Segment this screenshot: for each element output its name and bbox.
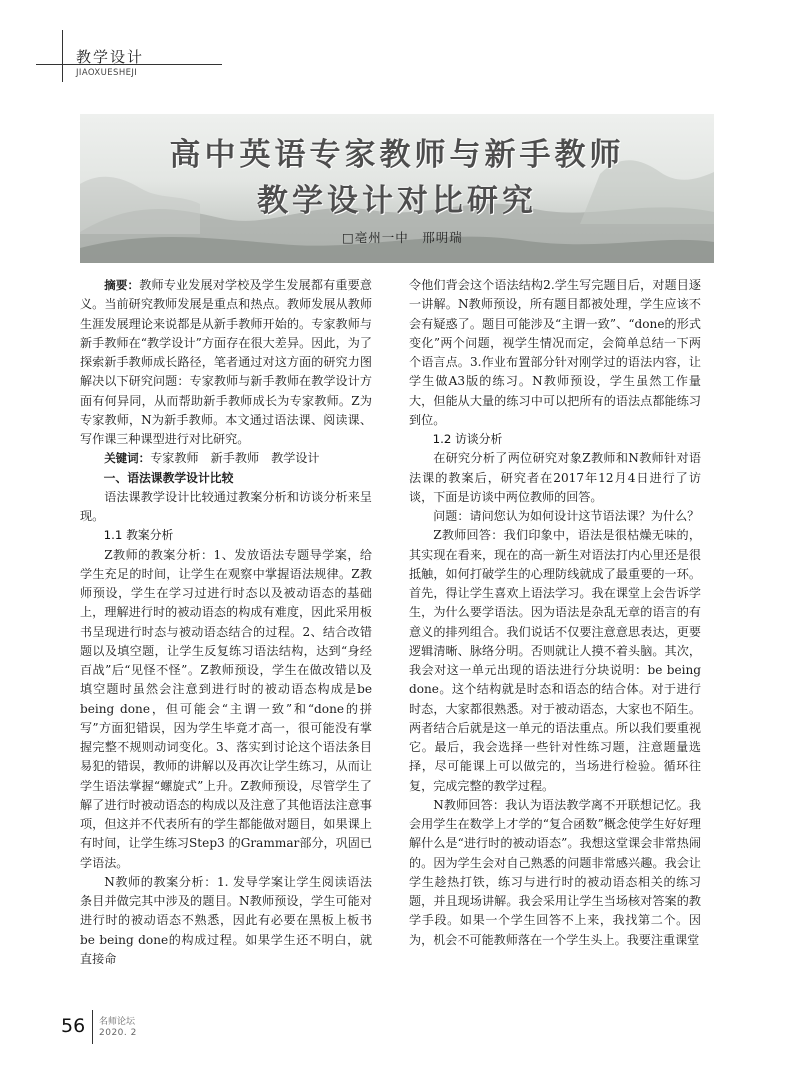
journal-name: 名师论坛	[99, 1017, 136, 1027]
keywords-text: 专家教师 新手教师 教学设计	[150, 451, 320, 466]
paragraph-question: 问题：请问您认为如何设计这节语法课？为什么？	[433, 509, 700, 523]
section-heading-1: 一、语法课教学设计比较	[103, 470, 234, 485]
section-category: 教学设计	[76, 48, 145, 66]
abstract-text: 教师专业发展对学校及学生发展都有重要意义。当前研究教师发展是重点和热点。教师发展从教师生涯发展理论来说都是从新手教师开始的。专家教师与新手教师在“教学设计”方面存在很大差异。因此，为了探索新手教师成长路径，笔者通过对这方面的研究力图解决以下研究问题：专家教师与新手教师在教学设计方面有何异同，从而帮助新手教师成长为专家教师。Z为专家教师，N为新手教师。本文通过语法课、阅读课、写作课三种课型进行对比研究。	[80, 278, 372, 446]
title-banner	[80, 114, 714, 263]
right-column	[409, 276, 701, 950]
abstract-label: 摘要：	[104, 278, 140, 292]
article-title-line1: 高中英语专家教师与新手教师	[169, 137, 625, 173]
paragraph-z-answer: Z教师回答：我们印象中，语法是很枯燥无味的，其实现在看来，现在的高一新生对语法打内心里还是很抵触，如何打破学生的心理防线就成了最重要的一环。首先，得让学生喜欢上语法学习。我在课堂上会告诉学生，为什么要学语法。因为语法是杂乱无章的语言的有意义的排列组合。我们说话不仅要注意意思表达，更要逻辑清晰、脉络分明。否则就让人摸不着头脑。其次，我会对这一单元出现的语法进行分块说明：be being done。这个结构就是时态和语态的结合体。对于进行时态，大家都很熟悉。对于被动语态，大家也不陌生。两者结合后就是这一单元的语法重点。所以我们要重视它。最后，我会选择一些针对性练习题，注意题量选择，尽可能课上可以做完的，当场进行检验。循环往复，完成完整的教学过程。	[409, 528, 701, 793]
issue-number: 2020. 2	[99, 1028, 137, 1038]
subsection-heading-1-2: 1.2 访谈分析	[432, 432, 503, 446]
keywords-label: 关键词：	[104, 451, 151, 466]
page-header	[0, 0, 793, 110]
paragraph-interview-intro: 在研究分析了两位研究对象Z教师和N教师针对语法课的教案后，研究者在2017年12月4日进行了访谈，下面是访谈中两位教师的回答。	[409, 451, 701, 504]
paragraph-n-analysis: N教师的教案分析：1. 发导学案让学生阅读语法条目并做完其中涉及的题目。N教师预设，学生可能对进行时的被动语态不熟悉，因此有必要在黑板上板书be being done的构成过程。如果学生还不明白，就直接命	[80, 874, 372, 966]
section-1-intro: 语法课教学设计比较通过教案分析和访谈分析来呈现。	[80, 489, 372, 523]
left-column	[80, 276, 372, 969]
section-category-pinyin: JIAOXUESHEJI	[76, 68, 138, 78]
keywords	[80, 449, 372, 468]
paragraph-n-answer: N教师回答：我认为语法教学离不开联想记忆。我会用学生在数学上才学的“复合函数”概念使学生好好理解什么是“进行时的被动语态”。我想这堂课会非常热闹的。因为学生会对自己熟悉的问题非常感兴趣。我会让学生趁热打铁，练习与进行时的被动语态相关的练习题，并且现场讲解。我会采用让学生当场核对答案的教学手段。如果一个学生回答不上来，我找第二个。因为，机会不可能教师落在一个学生头上。我要注重课堂	[409, 797, 701, 947]
abstract	[80, 276, 372, 449]
paragraph-continued: 令他们背会这个语法结构2.学生写完题目后，对题目逐一讲解。N教师预设，所有题目都被处理，学生应该不会有疑惑了。题目可能涉及“主谓一致”、“done的形式变化”两个问题，视学生情况而定，会简单总结一下两个语言点。3.作业布置部分针对刚学过的语法内容，让学生做A3版的练习。N教师预设，学生虽然工作量大，但能从大量的练习中可以把所有的语法点都能练习到位。	[409, 278, 701, 427]
page-footer	[0, 1010, 793, 1050]
article-author: □亳州一中 邢明瑞	[342, 230, 463, 245]
article-title-line2: 教学设计对比研究	[257, 183, 537, 219]
subsection-heading-1-1: 1.1 教案分析	[103, 528, 174, 543]
paragraph-z-analysis: Z教师的教案分析：1、发放语法专题导学案，给学生充足的时间，让学生在观察中掌握语法规律。Z教师预设，学生在学习过进行时态以及被动语态的基础上，理解进行时的被动语态的构成有难度，因此采用板书呈现进行时态与被动语态结合的过程。2、结合改错题以及填空题，让学生反复练习语法结构，达到“身经百战”后“见怪不怪”。Z教师预设，学生在做改错以及填空题时虽然会注意到进行时的被动语态构成是be being done，但可能会“主谓一致”和“done的拼写”方面犯错误，因为学生毕竟才高一，很可能没有掌握完整不规则动词变化。3、落实到讨论这个语法条目易犯的错误，教师的讲解以及再次让学生练习，从而让学生语法掌握“螺旋式”上升。Z教师预设，尽管学生了解了进行时被动语态的构成以及注意了其他语法注意事项，但这并不代表所有的学生都能做对题目，如果课上有时间，让学生练习Step3 的Grammar部分，巩固已学语法。	[80, 547, 372, 870]
header-vertical-rule	[62, 30, 63, 82]
page-number: 56	[61, 1015, 86, 1037]
footer-divider	[92, 1010, 93, 1044]
